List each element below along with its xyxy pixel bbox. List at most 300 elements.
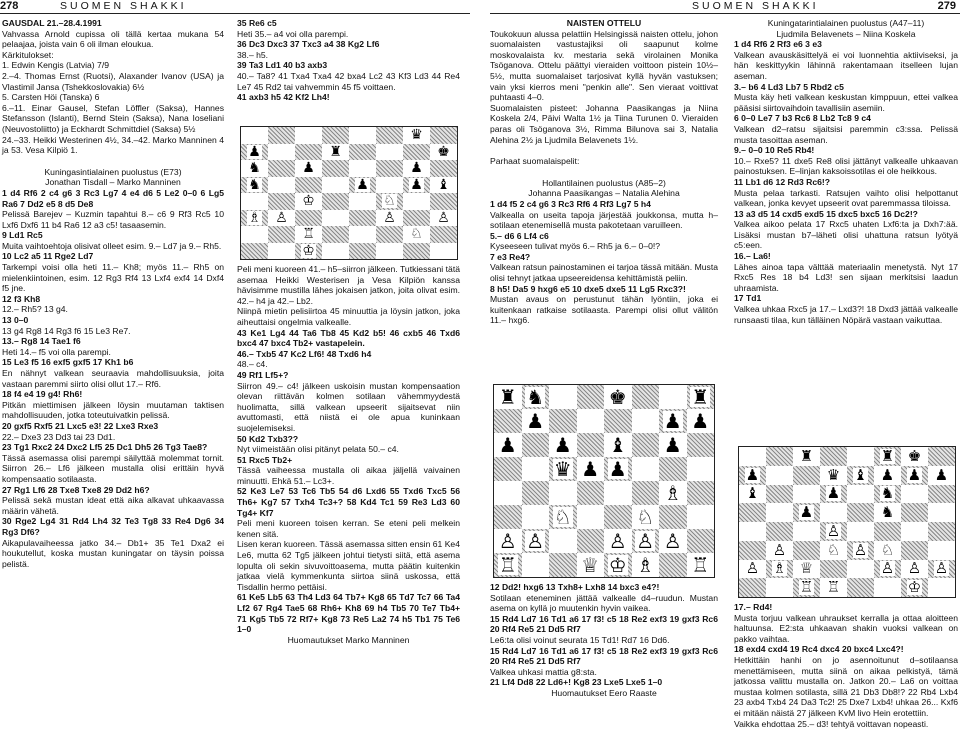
square [604, 409, 632, 433]
move-line: 21 Lf4 Dd8 22 Ld6+! Kg8 23 Lxe5 Lxe5 1–0 [490, 677, 663, 688]
square [632, 481, 660, 505]
move-line: 12 f3 Kh8 [2, 293, 41, 304]
board-kuningatar [738, 446, 956, 598]
white-pawn-icon: ♙ [826, 521, 841, 540]
square [268, 226, 295, 243]
white-pawn-icon: ♙ [275, 209, 288, 226]
text-line: Mustan avaus on perustunut tähän lyöntiin, joka ei kuitenkaan ratkaise sotilaasta. Parempi olisi ollut välitön 11.– hxg6. [490, 294, 718, 326]
square-occupied [241, 177, 268, 194]
left-page-number: 278 [0, 0, 19, 12]
text-line: Valkean avauskäsittelyä ei voi luonnehtia aktiiviseksi, ja hän keskittyykin lähinnä rakentamaan itselleen lujan aseman. [734, 49, 958, 81]
square [928, 447, 955, 466]
move-line: 9.– 0–0 10 Re5 Rb4! [734, 145, 815, 156]
square [766, 466, 793, 485]
square [322, 177, 349, 194]
text-line: Pelissä Barejev – Kuzmin tapahtui 8.– c6 9 Rf3 Rc5 10 Lxf6 Dxf6 11 b4 Ra6 12 a3 c5! tasaasemin. [2, 209, 224, 230]
white-pawn-icon: ♙ [934, 559, 949, 578]
square-occupied [430, 144, 457, 161]
square-occupied [577, 553, 605, 577]
square [928, 485, 955, 504]
column-1-gausdal [2, 18, 224, 696]
square [739, 578, 766, 597]
move-line: 12 Dd2! hxg6 13 Txh8+ Lxh8 14 bxc3 e4?! [490, 582, 660, 592]
text-line: 48.– c4. [237, 359, 268, 370]
square [739, 503, 766, 522]
square [739, 522, 766, 541]
square-occupied [403, 160, 430, 177]
square [577, 433, 605, 457]
move-line: NAISTEN OTTELU [566, 18, 642, 28]
white-knight-icon: ♘ [383, 193, 396, 210]
white-bishop-icon: ♗ [663, 481, 682, 505]
square [322, 210, 349, 227]
move-line: 13 a3 d5 14 cxd5 exd5 15 dxc5 bxc5 16 Dc2!? [734, 208, 918, 219]
square [766, 522, 793, 541]
text-line: Musta pelaa tarkasti. Ratsujen vaihto olisi helpottanut valkean, jonka kevyet upseerit ovat paremmassa tiloissa. [734, 187, 958, 209]
white-pawn-icon: ♙ [437, 209, 450, 226]
square [604, 481, 632, 505]
white-knight-icon: ♘ [826, 540, 841, 559]
black-pawn-icon: ♟ [934, 465, 949, 484]
square [847, 485, 874, 504]
black-pawn-icon: ♟ [799, 503, 814, 522]
move-line: 13 0–0 [2, 315, 29, 326]
text-line: Hetkittäin hanhi on jo asennoitunut d–sotilaansa menettämiseen, mutta siinä on aikaa pelkistyä, tämä jatkossa valittu mustalla on. Jatkon 20.– La6 on voittaa mustaa kolmen sotilasta, sillä 21 Db3 Db8!? 22 Rb4 Lxb4 23 axb4 Txb4 24 Da3 Tc2! 25 Dxe7 Lxb4! uhkaa 26... Kxf6 ei mitään näistä 27 jälkeen KvM livo Hein erotettiin. [734, 654, 958, 718]
square [430, 127, 457, 144]
white-king-icon: ♔ [302, 242, 315, 259]
square-occupied [604, 385, 632, 409]
text-line: 38.– h5. [237, 49, 269, 60]
move-line: 1 d4 Rf6 2 Rf3 e6 3 e3 [734, 39, 822, 50]
black-queen-icon: ♛ [410, 127, 423, 144]
square-occupied [522, 385, 550, 409]
column-4-bottom [734, 602, 958, 729]
text-line: Johanna Paasikangas – Natalia Alehina [528, 188, 680, 199]
square [577, 409, 605, 433]
text-line: Hollantilainen puolustus (A85–2) [542, 177, 666, 188]
square [874, 578, 901, 597]
square [241, 243, 268, 260]
black-pawn-icon: ♟ [356, 176, 369, 193]
square-occupied [901, 560, 928, 579]
text-line: 10.– Rxe5? 11 dxe5 Re8 olisi jättänyt valkealle uhkaavan painostuksen. E–linjan kaksoissotilas ei ole heikkous. [734, 155, 958, 177]
square-occupied [659, 409, 687, 433]
text-line: Lisen keran kuoreen. Tässä asemassa sitten ensin 61 Ke4 Le6, mutta 62 Tg5 jälkeen johtui tietysti siitä, että asema lopulta oli sekin sivuvoittoasema, mutta päätin kuitenkin jatkaa vielä kymmenkunta siirtoa siinä uskossa, että Tisdallin hermo pettäisi. [237, 539, 460, 592]
text-line: Toukokuun alussa pelattiin Helsingissä naisten ottelu, johon suomalaisten vastustajiksi oli saapunut kolme moskovalaista kv. mestaria sekä virolainen Monika Tsöganova. Ottelu päättyi vieraiden voittoon pistein 10½–5½, mutta suomalaiset tarjosivat kyllä hyvän vastuksen; vain yksi kierros meni "penkin alle". Sen vieraat voittivat puhtaasti 4–0. [490, 28, 718, 103]
text-line: 5. Carsten Höi (Tanska) 6 [2, 92, 100, 103]
text-line: 12.– Rh5? 13 g4. [2, 304, 68, 315]
spacer [2, 156, 224, 167]
square [549, 553, 577, 577]
square [820, 560, 847, 579]
square [632, 433, 660, 457]
move-line: 52 Ke3 Le7 53 Tc6 Tb5 54 d6 Lxd6 55 Txd6 Txc5 56 Th6+ Kg7 57 Txh4 Tc3+? 58 Kd4 Tc1 59 Re3 Ld3 60 Tg4+ Kf7 [237, 486, 460, 518]
text-line: Peli meni kuoreen toisen kerran. Se eteni peli melkein kenen sitä. [237, 518, 460, 539]
black-rook-icon: ♜ [691, 385, 710, 409]
square-occupied [659, 481, 687, 505]
white-pawn-icon: ♙ [498, 529, 517, 553]
square-occupied [349, 177, 376, 194]
move-line: 17.– Rd4! [734, 602, 773, 612]
square [522, 457, 550, 481]
square [268, 177, 295, 194]
text-line: Le6:ta olisi voinut seurata 15 Td1! Rd7 16 Dd6. [490, 634, 670, 645]
white-pawn-icon: ♙ [608, 529, 627, 553]
square [687, 481, 715, 505]
text-line: Kuningatarintialainen puolustus (A47–11) [767, 18, 925, 28]
square-occupied [522, 529, 550, 553]
text-line: Heti 35.– a4 voi olla parempi. [237, 28, 349, 39]
white-bishop-icon: ♗ [636, 553, 655, 577]
square-occupied [820, 522, 847, 541]
square [659, 457, 687, 481]
square [549, 409, 577, 433]
square-occupied [847, 541, 874, 560]
move-line: 15 Rd4 Ld7 16 Td1 a6 17 f3! c5 18 Re2 exf3 19 gxf3 Rc6 20 Rf4 Re5 21 Dd5 Rf7 [490, 645, 718, 667]
black-pawn-icon: ♟ [745, 465, 760, 484]
square-occupied [241, 210, 268, 227]
text-line: En nähnyt valkean seuraavia mahdollisuuksia, joita vastaan paremmi siirto olisi ollut 17.– Rf6. [2, 368, 224, 389]
square-occupied [928, 560, 955, 579]
move-line: 18 exd4 cxd4 19 Rc4 dxc4 20 bxc4 Lxc4?! [734, 644, 904, 655]
square-occupied [739, 560, 766, 579]
square [632, 457, 660, 481]
square [901, 503, 928, 522]
move-line: 7 e3 Re4? [490, 251, 531, 262]
move-line: 5.– d6 6 Lf4 c6 [490, 230, 549, 241]
square [632, 409, 660, 433]
white-rook-icon: ♖ [691, 553, 710, 577]
black-pawn-icon: ♟ [302, 160, 315, 177]
square-occupied [632, 553, 660, 577]
square-occupied [403, 226, 430, 243]
square-occupied [793, 503, 820, 522]
square [577, 481, 605, 505]
text-line: Kuningasintialainen puolustus (E73) [44, 166, 182, 177]
white-bishop-icon: ♗ [248, 209, 261, 226]
square [430, 226, 457, 243]
square-occupied [632, 505, 660, 529]
text-line: Vahvassa Arnold cupissa oli tällä kertaa mukana 54 pelaajaa, joista vain 6 oli ilman eloukua. [2, 28, 224, 50]
square [549, 481, 577, 505]
text-line: Valkealla on useita tapoja järjestää joukkonsa, mutta h–sotilaan etenemisellä musta pakotetaan varuilleen. [490, 209, 718, 231]
square [659, 505, 687, 529]
black-bishop-icon: ♝ [745, 484, 760, 503]
column-3-naisten-ottelu [490, 18, 718, 378]
square-occupied [901, 447, 928, 466]
text-line: Peli meni kuoreen 41.– h5–siirron jälkeen. Tutkiessani tätä asemaa Heikki Westerisen ja Vesa Kilpiön kanssa hävisimme mustilla lähes jokaisen jatkon, joita olivat esim. 42.– h4 ja 42.– Lb2. [237, 264, 460, 306]
text-line: Heti 14.– f5 voi olla parempi. [2, 346, 111, 357]
square-occupied [494, 385, 522, 409]
square [322, 160, 349, 177]
text-line: Valkea uhkasi mattia g8:sta. [490, 666, 597, 677]
square [268, 160, 295, 177]
move-line: 17 Td1 [734, 293, 762, 304]
black-queen-icon: ♛ [826, 465, 841, 484]
white-rook-icon: ♖ [799, 578, 814, 597]
white-queen-icon: ♕ [581, 553, 600, 577]
square-occupied [295, 193, 322, 210]
white-rook-icon: ♖ [826, 578, 841, 597]
square-occupied [549, 457, 577, 481]
text-line: Vaikka ehdottaa 25.– d3! tehtyä voittavan nopeasti. [734, 718, 929, 729]
square [430, 193, 457, 210]
black-pawn-icon: ♟ [880, 465, 895, 484]
square [766, 447, 793, 466]
black-pawn-icon: ♟ [663, 433, 682, 457]
black-rook-icon: ♜ [329, 143, 342, 160]
square [494, 409, 522, 433]
column-2-top [237, 18, 460, 124]
square [687, 505, 715, 529]
square-occupied [376, 193, 403, 210]
white-pawn-icon: ♙ [663, 529, 682, 553]
square-occupied [430, 210, 457, 227]
square-occupied [793, 578, 820, 597]
white-pawn-icon: ♙ [880, 559, 895, 578]
square-occupied [577, 457, 605, 481]
square [549, 529, 577, 553]
square-occupied [403, 177, 430, 194]
square [349, 160, 376, 177]
move-line: 49 Rf1 Lf5+? [237, 369, 289, 380]
square-occupied [403, 127, 430, 144]
square-occupied [295, 160, 322, 177]
square-occupied [604, 457, 632, 481]
square [687, 457, 715, 481]
square [687, 529, 715, 553]
square [766, 578, 793, 597]
right-page-number: 279 [937, 0, 956, 12]
white-knight-icon: ♘ [410, 226, 423, 243]
square [522, 505, 550, 529]
square [739, 447, 766, 466]
text-line: Pitkän miettimisen jälkeen löysin muutaman taktisen mahdollisuuden, jotka toteutuivatkin pelissä. [2, 399, 224, 421]
move-line: 36 Dc3 Dxc3 37 Txc3 a4 38 Kg2 Lf6 [237, 39, 380, 50]
black-rook-icon: ♜ [799, 446, 814, 465]
text-line: Nyt viimeistään olisi pitänyt pelata 50.– c4. [237, 444, 399, 455]
square [793, 541, 820, 560]
white-queen-icon: ♕ [799, 559, 814, 578]
square [577, 385, 605, 409]
square [522, 433, 550, 457]
spacer [490, 167, 718, 178]
square [847, 578, 874, 597]
square-occupied [901, 466, 928, 485]
black-knight-icon: ♞ [526, 385, 545, 409]
square [295, 210, 322, 227]
black-bishop-icon: ♝ [853, 465, 868, 484]
square-occupied [604, 529, 632, 553]
square-occupied [820, 541, 847, 560]
white-rook-icon: ♖ [498, 553, 517, 577]
move-line: 61 Ke5 Lb5 63 Th4 Ld3 64 Tb7+ Kg8 65 Td7 Tc7 66 Ta4 Lf2 67 Rg4 Tae5 68 Rh6+ Kh8 69 h4 Tb5 70 Te7 Tb4+ 71 Kg5 Tb5 72 Rf7+ Kg8 73 Re5 La2 74 h5 Tb1 75 Te6 1–0 [237, 592, 460, 635]
black-knight-icon: ♞ [880, 503, 895, 522]
square [739, 541, 766, 560]
square-occupied [241, 160, 268, 177]
black-queen-icon: ♛ [553, 457, 572, 481]
square-occupied [549, 433, 577, 457]
move-line: 3.– b6 4 Ld3 Lb7 5 Rbd2 c5 [734, 81, 844, 92]
text-line: 1. Edwin Kengis (Latvia) 7/9 [2, 60, 110, 71]
black-pawn-icon: ♟ [907, 465, 922, 484]
square-occupied [874, 560, 901, 579]
text-line: Siirron 49.– c4! jälkeen uskoisin mustan kompensaation olevan riittävän kolmen sotilaan vähemmyydestä huolimatta, sillä valkean upseerit sijaitsevat niin avuttomasti, että niistä ei ole apua kuninkaan suojelemiseksi. [237, 380, 460, 433]
move-line: 20 gxf5 Rxf5 21 Lxc5 e3! 22 Lxe3 Rxe3 [2, 420, 159, 431]
move-line: 16.– La6! [734, 251, 771, 262]
square [322, 127, 349, 144]
move-line: 10 Lc2 a5 11 Rge2 Ld7 [2, 251, 94, 262]
square [322, 243, 349, 260]
square [847, 522, 874, 541]
square [928, 522, 955, 541]
square-occupied [874, 447, 901, 466]
square [874, 522, 901, 541]
column-3-bottom [490, 582, 718, 696]
move-line: 15 Le3 f5 16 exf5 gxf5 17 Kh1 b6 [2, 357, 134, 368]
move-line: 11 Lb1 d6 12 Rd3 Rc6!? [734, 176, 830, 187]
square [403, 193, 430, 210]
text-line: Niinpä mietin pelisiirtoa 45 minuuttia ja löysin jatkon, joka aiheuttaisi ongelmia valkealle. [237, 306, 460, 327]
black-pawn-icon: ♟ [410, 160, 423, 177]
text-line: 22.– Dxe3 23 Dd3 tai 23 Dd1. [2, 431, 116, 442]
move-line: GAUSDAL 21.–28.4.1991 [2, 18, 102, 28]
board-after-move-42 [240, 126, 458, 260]
square [403, 144, 430, 161]
square [349, 226, 376, 243]
text-line: Kyseeseen tulivat myös 6.– Rh5 ja 6.– 0–0!? [490, 241, 661, 252]
square [295, 127, 322, 144]
square [847, 503, 874, 522]
black-pawn-icon: ♟ [581, 457, 600, 481]
square [268, 127, 295, 144]
square [349, 243, 376, 260]
text-line: Kärkitulokset: [2, 49, 54, 60]
black-pawn-icon: ♟ [826, 484, 841, 503]
square [522, 481, 550, 505]
square [349, 210, 376, 227]
black-king-icon: ♚ [907, 446, 922, 465]
right-running-title: SUOMEN SHAKKI [692, 0, 819, 12]
text-line: Tässä asemassa olisi parempi säilyttää molemmat tornit. Siirron 26.– Lf6 jälkeen mustalla olisi erittäin hyvä kompensaatio sotilaasta. [2, 452, 224, 484]
white-knight-icon: ♘ [553, 505, 572, 529]
text-line: Muita vaihtoehtoja olisivat olleet esim. 9.– Ld7 ja 9.– Rh5. [2, 240, 222, 251]
text-line: Jonathan Tisdall – Marko Manninen [45, 177, 181, 188]
spacer [490, 145, 718, 156]
black-bishop-icon: ♝ [437, 176, 450, 193]
square-occupied [820, 466, 847, 485]
black-pawn-icon: ♟ [498, 433, 517, 457]
square [928, 578, 955, 597]
square [820, 503, 847, 522]
square-occupied [874, 485, 901, 504]
square [659, 553, 687, 577]
black-rook-icon: ♜ [498, 385, 517, 409]
square [349, 127, 376, 144]
square-occupied [928, 466, 955, 485]
square [494, 505, 522, 529]
move-line: 13.– Rg8 14 Tae1 f6 [2, 336, 81, 347]
square-occupied [820, 578, 847, 597]
black-pawn-icon: ♟ [526, 409, 545, 433]
white-pawn-icon: ♙ [636, 529, 655, 553]
move-line: 8 h5! Da5 9 hxg6 e5 10 dxe5 dxe5 11 Lg5 Rxc3?! [490, 283, 686, 294]
square-occupied [901, 578, 928, 597]
move-line: 1 d4 f5 2 c4 g6 3 Rc3 Rf6 4 Rf3 Lg7 5 h4 [490, 198, 651, 209]
square [376, 243, 403, 260]
text-line: Parhaat suomalaispelit: [490, 156, 580, 167]
black-pawn-icon: ♟ [663, 409, 682, 433]
square [793, 485, 820, 504]
square [687, 433, 715, 457]
square [376, 177, 403, 194]
square [847, 447, 874, 466]
square [241, 127, 268, 144]
white-pawn-icon: ♙ [526, 529, 545, 553]
move-line: 35 Re6 c5 [237, 18, 277, 28]
text-line: Musta käy heti valkean keskustan kimppuun, ettei valkea pääsisi siirtovaihdoin tavallisiin asemiin. [734, 92, 958, 113]
square-occupied [494, 553, 522, 577]
text-line: Huomautukset Marko Manninen [287, 634, 410, 645]
square [928, 503, 955, 522]
white-king-icon: ♔ [608, 553, 627, 577]
white-rook-icon: ♖ [302, 226, 315, 243]
black-king-icon: ♚ [437, 143, 450, 160]
white-knight-icon: ♘ [636, 505, 655, 529]
square [376, 144, 403, 161]
white-pawn-icon: ♙ [383, 209, 396, 226]
black-pawn-icon: ♟ [553, 433, 572, 457]
move-line: 27 Rg1 Lf6 28 Txe8 Txe8 29 Dd2 h6? [2, 484, 150, 495]
square [522, 553, 550, 577]
square [793, 466, 820, 485]
square [241, 226, 268, 243]
column-2-bottom [237, 264, 460, 696]
square-occupied [268, 210, 295, 227]
white-pawn-icon: ♙ [907, 559, 922, 578]
black-rook-icon: ♜ [880, 446, 895, 465]
square [901, 541, 928, 560]
text-line: Tarkempi voisi olla heti 11.– Kh8; myös 11.– Rh5 on mielenkiintoinen, esim. 12 Rg3 Rf4 13 Lxf4 exf4 14 Dxf4 f5 jne. [2, 262, 224, 294]
text-line: Suomalaisten pisteet: Johanna Paasikangas ja Niina Koskela 2/4, Päivi Walta 1½ ja Tiina Turunen 0. Vieraiden paras oli Tsöganova 3½, Rimma Bilunova sai 3, Natalia Alehina 2½ ja Ljudmila Belavenets 1½. [490, 102, 718, 145]
square [403, 243, 430, 260]
black-pawn-icon: ♟ [608, 457, 627, 481]
square [403, 210, 430, 227]
square [349, 193, 376, 210]
square-occupied [632, 529, 660, 553]
square-occupied [739, 485, 766, 504]
square-occupied [874, 541, 901, 560]
move-line: 30 Rge2 Lg4 31 Rd4 Lh4 32 Te3 Tg8 33 Re4 Dg6 34 Rg3 Df6? [2, 516, 224, 537]
square-occupied [820, 485, 847, 504]
move-line: 50 Kd2 Txb3?? [237, 433, 299, 444]
text-line: Pelissä sekä mustan ideat että aika alkavat uhkaavassa määrin vähetä. [2, 495, 224, 516]
square [494, 457, 522, 481]
square [430, 243, 457, 260]
black-king-icon: ♚ [608, 385, 627, 409]
square [820, 447, 847, 466]
square [901, 485, 928, 504]
white-king-icon: ♔ [302, 193, 315, 210]
right-header-rule [490, 13, 960, 14]
square [241, 193, 268, 210]
square [494, 481, 522, 505]
square-occupied [874, 466, 901, 485]
square-occupied [295, 243, 322, 260]
move-line: 51 Rxc5 Tb2+ [237, 454, 293, 465]
square [376, 160, 403, 177]
move-line: 39 Ta3 Ld1 40 b3 axb3 [237, 60, 328, 71]
